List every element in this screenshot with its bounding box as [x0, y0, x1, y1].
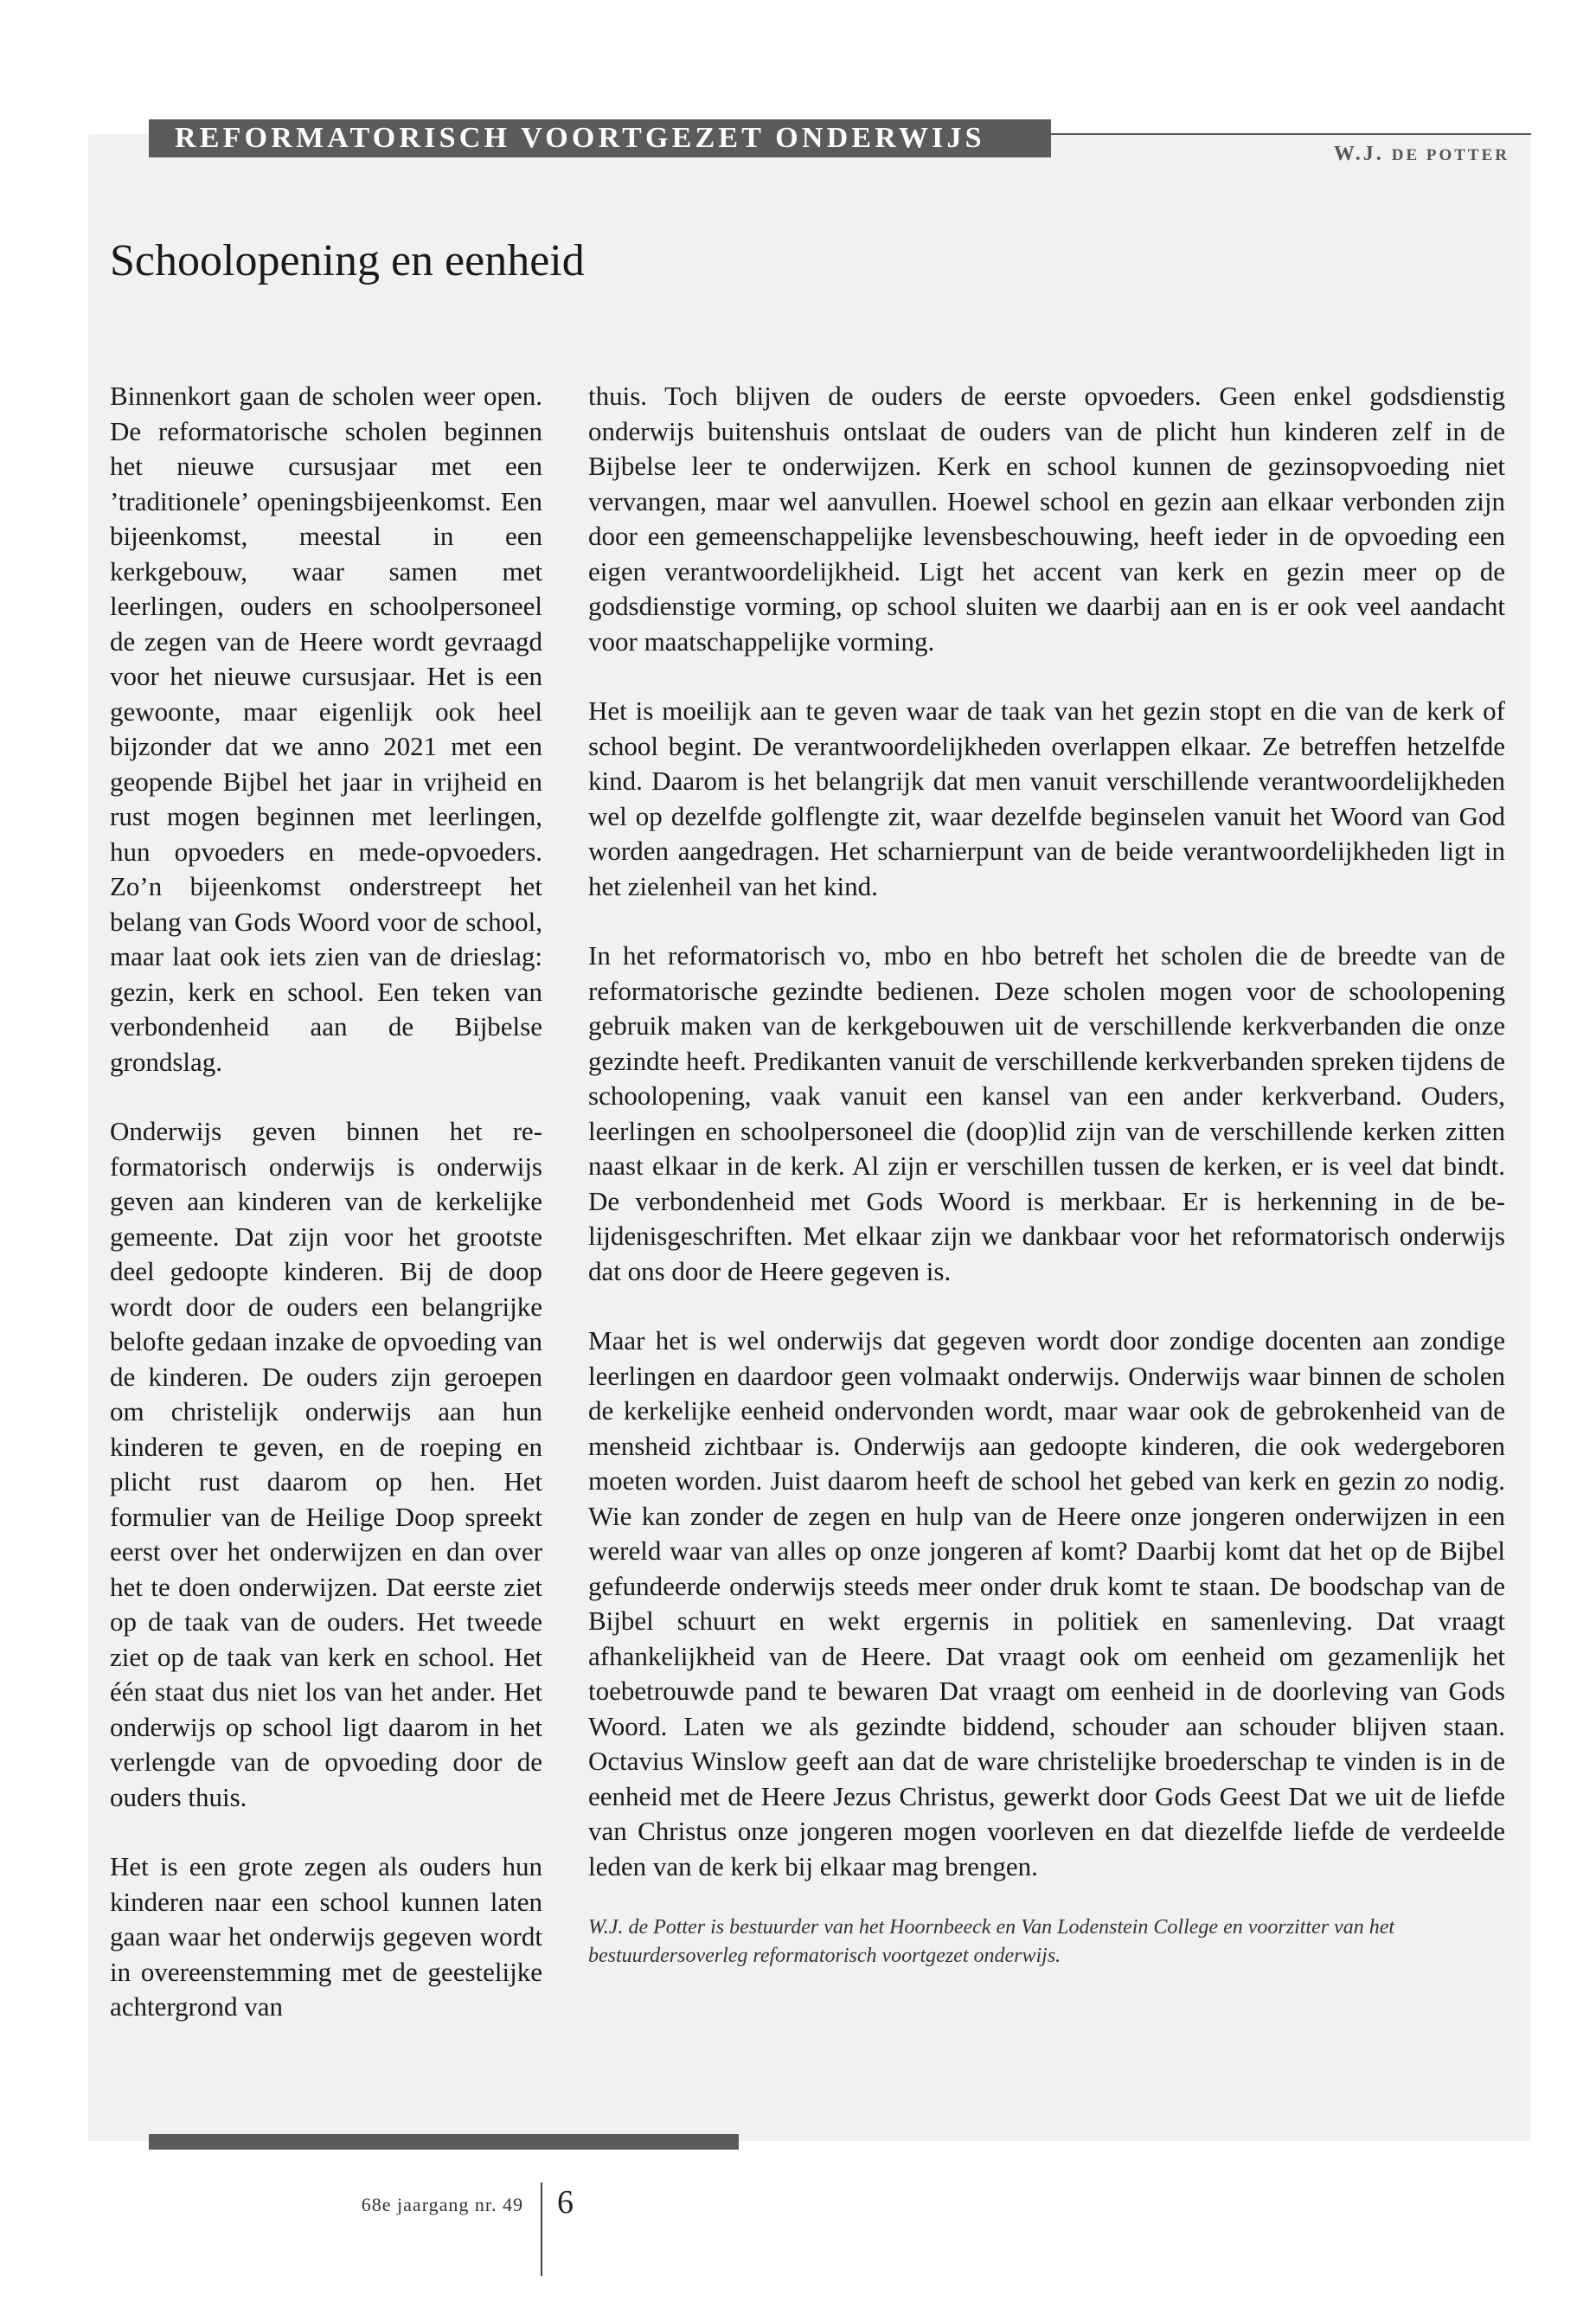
paragraph: Onderwijs geven binnen het reformatorisch onderwijs is onderwijs geven aan kinderen van de kerkelijke gemeente. Dat zijn voor het grootste deel gedoopte kinderen. Bij de doop wordt door de ouders een belangrijke belofte gedaan inzake de opvoeding van de kinderen. De ouders zijn geroepen om christelijk onderwijs aan hun kinderen te geven, en de roeping en plicht rust daarom op hen. Het formulier van de Heilige Doop spreekt eerst over het onderwijzen en dan over het te doen onderwijzen. Dat eerste ziet op de taak van de ouders. Het tweede ziet op de taak van kerk en school. Het één staat dus niet los van het ander. Het onderwijs op school ligt daarom in het verlengde van de opvoeding door de ouders thuis. — [110, 1116, 542, 1812]
header-rule — [1051, 133, 1531, 135]
left-column — [110, 379, 542, 2060]
paragraph: Binnenkort gaan de scholen weer open. De reformatorische scholen beginnen het nieuwe cursusjaar met een ’traditionele’ openingsbijeenkomst. Een bijeenkomst, meestal in een kerkgebouw, waar samen met leerlingen, ouders en schoolpersoneel de zegen van de Heere wordt gevraagd voor het nieuwe cursusjaar. Het is een gewoonte, maar eigenlijk ook heel bijzonder dat we anno 2021 met een geopende Bijbel het jaar in vrijheid en rust mogen beginnen met leerlingen, hun opvoeders en mede-opvoeders. Zo’n bijeenkomst onderstreept het belang van Gods Woord voor de school, maar laat ook iets zien van de drieslag: gezin, kerk en school. Een teken van verbondenheid aan de Bijbelse grondslag. — [110, 381, 542, 1077]
author-name: DE POTTER — [1391, 146, 1509, 164]
footer-divider — [541, 2182, 542, 2276]
paragraph: thuis. Toch blijven de ouders de eerste opvoeders. Geen enkel godsdienstig onderwijs buitenshuis ontslaat de ouders van de plicht hun kinderen zelf in de Bijbelse leer te onderwijzen. Kerk en school kunnen de gezinsopvoeding niet vervangen, maar wel aanvullen. Hoewel school en gezin aan elkaar verbonden zijn door een gemeenschappelijke levensbeschouwing, heeft ieder in de opvoeding een eigen verantwoordelijkheid. Ligt het accent van kerk en gezin meer op de godsdienstige vorming, op school sluiten we daarbij aan en is er ook veel aandacht voor maatschappelijke vorming. — [588, 381, 1505, 657]
paragraph: Het is een grote zegen als ouders hun kinderen naar een school kunnen laten gaan waar het onderwijs gegeven wordt in overeenstemming met de geestelijke achtergrond van — [110, 1851, 542, 2022]
author-note: W.J. de Potter is bestuurder van het Hoornbeeck en Van Lodenstein College en voorzitter van het bestuurdersoverleg reformatorisch voortgezet onderwijs. — [588, 1916, 1395, 1967]
section-rubric: REFORMATORISCH VOORTGEZET ONDERWIJS — [149, 119, 1051, 157]
paragraph: In het reformatorisch vo, mbo en hbo betreft het scholen die de breedte van de reformatorische gezindte bedienen. Deze scholen mogen voor de schoolopening gebruik maken van de kerkgebouwen uit de verschillende kerkverbanden die onze gezindte heeft. Predikanten vanuit de verschillende kerkverbanden spreken tijdens de schoolopening, vaak vanuit een kansel van een ander kerkverband. Ouders, leerlingen en schoolpersoneel die (doop)lid zijn van de verschillende kerken zitten naast elkaar in de kerk. Al zijn er verschillen tussen de kerken, er is veel dat bindt. De verbondenheid met Gods Woord is merkbaar. Er is herkenning in de belijdenisgeschriften. Met elkaar zijn we dankbaar voor het reformatorisch onderwijs dat ons door de Heere gegeven is. — [588, 940, 1505, 1286]
author-byline — [1334, 143, 1509, 166]
issue-label: 68e jaargang nr. 49 — [361, 2194, 523, 2215]
author-initials: W.J. — [1333, 143, 1384, 165]
paragraph: Maar het is wel onderwijs dat gegeven wordt door zondige docenten aan zondige leerlingen en daardoor geen volmaakt onderwijs. Onderwijs waar binnen de scholen de kerkelijke eenheid ondervonden wordt, maar waar ook de gebrokenheid van de mensheid zichtbaar is. Onderwijs aan gedoopte kinderen, die ook wedergeboren moeten worden. Juist daarom heeft de school het gebed van kerk en gezin zo nodig. Wie kan zonder de zegen en hulp van de Heere onze jongeren onderwijzen in een wereld waar van alles op onze jongeren af komt? Daarbij komt dat het op de Bijbel gefundeerde onderwijs steeds meer onder druk komt te staan. De boodschap van de Bijbel schuurt en wekt ergernis in politiek en samenleving. Dat vraagt afhankelijkheid van de Heere. Dat vraagt ook om eenheid om gezamenlijk het toebetrouwde pand te bewaren Dat vraagt om eenheid in de doorleving van Gods Woord. Laten we als gezindte biddend, schouder aan schouder blijven staan. Octavius Winslow geeft aan dat de ware christelijke broederschap te vinden is in de eenheid met de Heere Jezus Christus, gewerkt door Gods Geest Dat we uit de liefde van Christus onze jongeren mogen voorleven en dat diezelfde liefde de verdeelde leden van de kerk bij elkaar mag brengen. — [588, 1325, 1505, 1881]
bottom-bar — [149, 2134, 739, 2150]
right-column — [588, 379, 1505, 2005]
article-title: Schoolopening en eenheid — [110, 236, 585, 285]
page-number: 6 — [557, 2184, 574, 2221]
paragraph: Het is moeilijk aan te geven waar de taak van het gezin stopt en die van de kerk of school begint. De verantwoordelijkheden overlappen elkaar. Ze betreffen hetzelfde kind. Daarom is het belangrijk dat men vanuit verschillende verantwoordelijkheden wel op dezelfde golflengte zit, waar dezelfde beginselen vanuit het Woord van God worden aangedragen. Het scharnierpunt van de beide verantwoordelijkheden ligt in het zielenheil van het kind. — [588, 695, 1505, 901]
